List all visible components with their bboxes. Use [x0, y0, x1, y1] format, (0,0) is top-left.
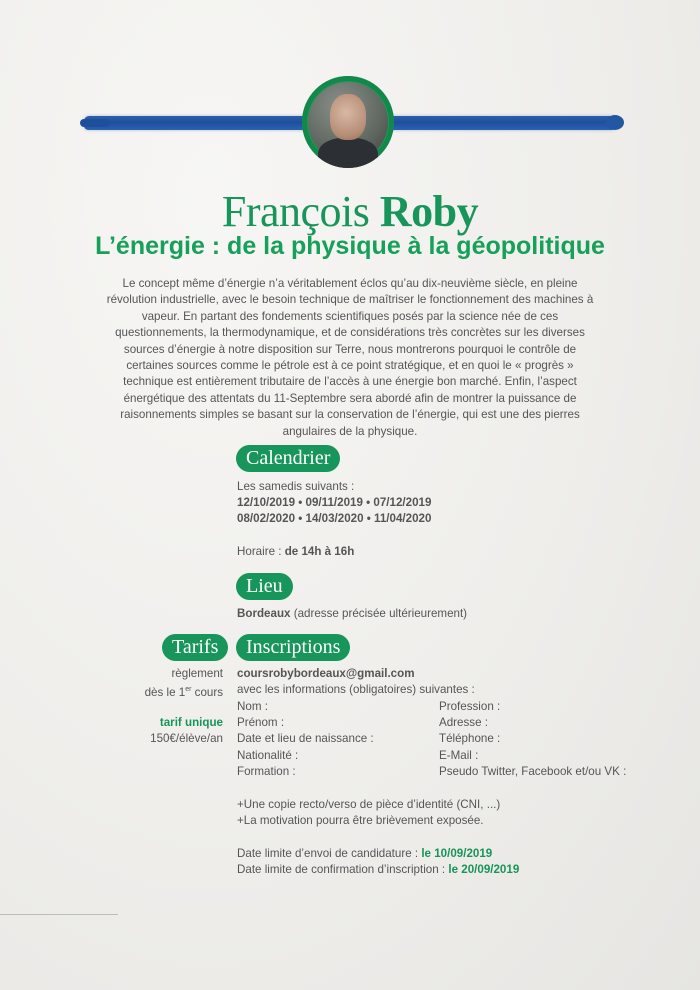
calendrier-heading: Calendrier — [236, 445, 340, 472]
tarif-price: 150€/élève/an — [150, 732, 223, 745]
deadline-confirmation: Date limite de confirmation d’inscription : le 20/09/2019 — [237, 863, 520, 876]
paper-scratch-line — [0, 914, 118, 915]
tarifs-heading: Tarifs — [162, 634, 228, 661]
calendrier-lead: Les samedis suivants : — [237, 480, 355, 493]
deadline-candidature: Date limite d’envoi de candidature : le 10/09/2019 — [237, 847, 493, 860]
tarifs-line-2: dès le 1er cours — [144, 685, 223, 699]
field-left-prenom: Prénom : — [237, 716, 285, 729]
field-left-nationalite: Nationalité : — [237, 749, 299, 762]
portrait-avatar — [302, 76, 394, 168]
contact-email[interactable]: coursrobybordeaux@gmail.com — [237, 667, 415, 680]
dates-line-2: 08/02/2020 • 14/03/2020 • 11/04/2020 — [237, 512, 432, 525]
course-description: Le concept même d’énergie n’a véritablement éclos qu’au dix-neuvième siècle, en pleine révolution industrielle, avec le besoin technique de maîtriser le fonctionnement des machines à vapeur. En partant des fondements scientifiques posés par la science née de ces questionnements, la thermodynamique, et de considérations très concrètes sur les diverses sources d’énergie à notre disposition sur Terre, nous montrerons pourquoi le contrôle de certaines sources comme le pétrole est à ce point stratégique, et en quoi le « progrès » technique est entièrement tributaire de l’accès à une énergie bon marché. Enfin, l’aspect énergétique des attentats du 11-Septembre sera abordé afin de montrer la puissance de raisonnements simples se basant sur la conservation de l’énergie, qui est une des pierres angulaires de la physique. — [106, 277, 594, 438]
field-left-nom: Nom : — [237, 700, 268, 713]
horaire: Horaire : de 14h à 16h — [237, 545, 355, 558]
speaker-name: François Roby — [221, 187, 479, 236]
dates-line-1: 12/10/2019 • 09/11/2019 • 07/12/2019 — [237, 496, 432, 509]
field-left-naissance: Date et lieu de naissance : — [237, 732, 374, 745]
field-right-email: E-Mail : — [439, 749, 479, 762]
tarif-unique-label: tarif unique — [159, 716, 223, 729]
inscriptions-heading: Inscriptions — [236, 634, 350, 661]
extra-motivation: +La motivation pourra être brièvement exposée. — [237, 814, 484, 827]
extra-id-copy: +Une copie recto/verso de pièce d’identité (CNI, ...) — [237, 798, 501, 811]
field-right-telephone: Téléphone : — [439, 732, 501, 745]
info-required: avec les informations (obligatoires) suivantes : — [237, 683, 475, 696]
field-right-adresse: Adresse : — [439, 716, 488, 729]
lieu-heading: Lieu — [236, 573, 293, 600]
lieu-address: Bordeaux (adresse précisée ultérieurement) — [237, 607, 468, 620]
field-right-profession: Profession : — [439, 700, 501, 713]
field-right-pseudo: Pseudo Twitter, Facebook et/ou VK : — [439, 765, 627, 778]
tarifs-line-1: règlement — [171, 667, 223, 680]
course-title: L’énergie : de la physique à la géopolitique — [95, 232, 605, 260]
field-left-formation: Formation : — [237, 765, 296, 778]
